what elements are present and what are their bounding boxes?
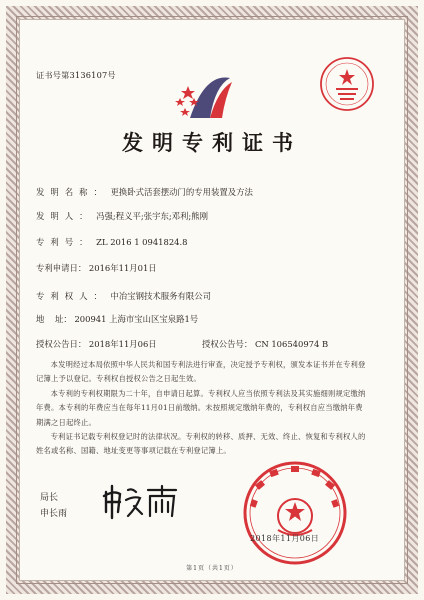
- director-title: 局长: [40, 493, 59, 503]
- field-label: 授权公告号：: [202, 339, 253, 349]
- patent-number-row: [36, 236, 187, 248]
- field-label: 授权公告日：: [36, 339, 87, 349]
- certificate-statement: [36, 358, 366, 459]
- grant-date: 2018年11月06日: [88, 339, 157, 349]
- inventor-names: 冯强;程义平;张宇东;邓利;熊刚: [96, 211, 208, 221]
- handwritten-signature-icon: [100, 482, 180, 522]
- cnipa-logo-icon: [170, 68, 240, 126]
- field-label: 发明人：: [36, 211, 94, 221]
- statement-paragraph: 本发明经过本局依照中华人民共和国专利法进行审查，决定授予专利权，颁发本证书并在专利登记簿上予以登记。专利权自授权公告之日起生效。: [36, 360, 366, 384]
- invention-name-row: [36, 186, 253, 198]
- patentee-row: [36, 290, 211, 302]
- certificate-number: 证书号第3136107号: [36, 70, 116, 80]
- field-label: 专利号：: [36, 237, 94, 247]
- field-label: 发明名称：: [36, 187, 108, 197]
- grant-row: [36, 338, 328, 350]
- director-name: 申长雨: [40, 509, 68, 519]
- official-seal-icon: [240, 458, 350, 568]
- patent-number: ZL 2016 1 0941824.8: [96, 237, 188, 247]
- patentee-name: 中冶宝钢技术服务有限公司: [110, 291, 212, 301]
- address-value: 200941 上海市宝山区宝泉路1号: [74, 314, 199, 324]
- application-date-row: [36, 262, 157, 274]
- publication-number: CN 106540974 B: [254, 339, 329, 349]
- inventor-row: [36, 210, 208, 222]
- field-label: 地 址：: [36, 314, 72, 324]
- invention-name: 更换卧式活套摆动门的专用装置及方法: [110, 187, 253, 197]
- statement-paragraph: 本专利的专利权期限为二十年，自申请日起算。专利权人应当依照专利法及其实施细则规定缴纳年费。本专利的年费应当在每年11月01日前缴纳。未按照规定缴纳年费的，专利权自应当缴纳年费期满之日起终止。: [36, 388, 366, 427]
- address-row: [36, 313, 198, 325]
- field-label: 专利申请日：: [36, 263, 87, 273]
- field-label: 专利权人：: [36, 291, 108, 301]
- agency-seal-icon: [318, 55, 376, 113]
- seal-date: 2018年11月06日: [250, 534, 320, 543]
- certificate-title: 发明专利证书: [122, 130, 302, 155]
- page-number: 第1页（共1页）: [186, 565, 238, 572]
- application-date: 2016年11月01日: [88, 263, 157, 273]
- statement-paragraph: 专利证书记载专利权登记时的法律状况。专利权的转移、质押、无效、终止、恢复和专利权人的姓名或名称、国籍、地址变更等事项记载在专利登记簿上。: [36, 432, 366, 456]
